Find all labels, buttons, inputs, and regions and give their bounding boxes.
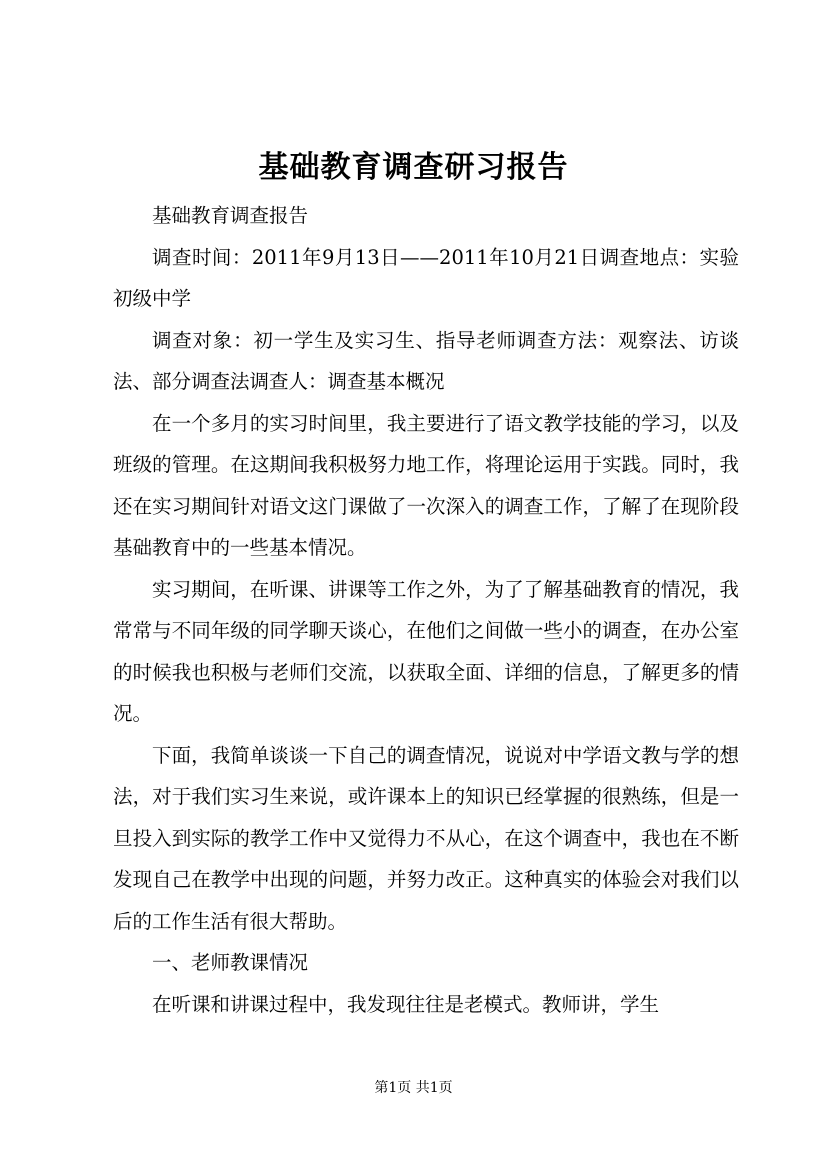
document-body	[113, 195, 739, 1025]
paragraph-internship-overview: 在一个多月的实习时间里，我主要进行了语文教学技能的学习，以及班级的管理。在这期间我积极努力地工作，将理论运用于实践。同时，我还在实习期间针对语文这门课做了一次深入的调查工作，了解了在现阶段基础教育中的一些基本情况。	[113, 411, 739, 559]
paragraph-teaching-observation: 在听课和讲课过程中，我发现往往是老模式。教师讲，学生	[152, 992, 660, 1016]
paragraph-internship-activities: 实习期间，在听课、讲课等工作之外，为了了解基础教育的情况，我常常与不同年级的同学聊天谈心，在他们之间做一些小的调查，在办公室的时候我也积极与老师们交流，以获取全面、详细的信息，了解更多的情况。	[113, 577, 739, 725]
paragraph-subtitle: 基础教育调查报告	[152, 204, 309, 227]
paragraph-survey-summary: 下面，我简单谈谈一下自己的调查情况，说说对中学语文教与学的想法，对于我们实习生来说，或许课本上的知识已经掌握的很熟练，但是一旦投入到实际的教学工作中又觉得力不从心，在这个调查中，我也在不断发现自己在教学中出现的问题，并努力改正。这种真实的体验会对我们以后的工作生活有很大帮助。	[113, 743, 739, 933]
paragraph-survey-time-place: 调查时间：2011年9月13日——2011年10月21日调查地点：实验初级中学	[113, 245, 739, 310]
section-heading-teaching: 一、老师教课情况	[152, 951, 309, 974]
paragraph-survey-subjects: 调查对象：初一学生及实习生、指导老师调查方法：观察法、访谈法、部分调查法调查人：调查基本概况	[113, 328, 739, 393]
document-title: 基础教育调查研习报告	[258, 150, 569, 185]
page-footer: 第1页 共1页	[374, 1080, 453, 1096]
